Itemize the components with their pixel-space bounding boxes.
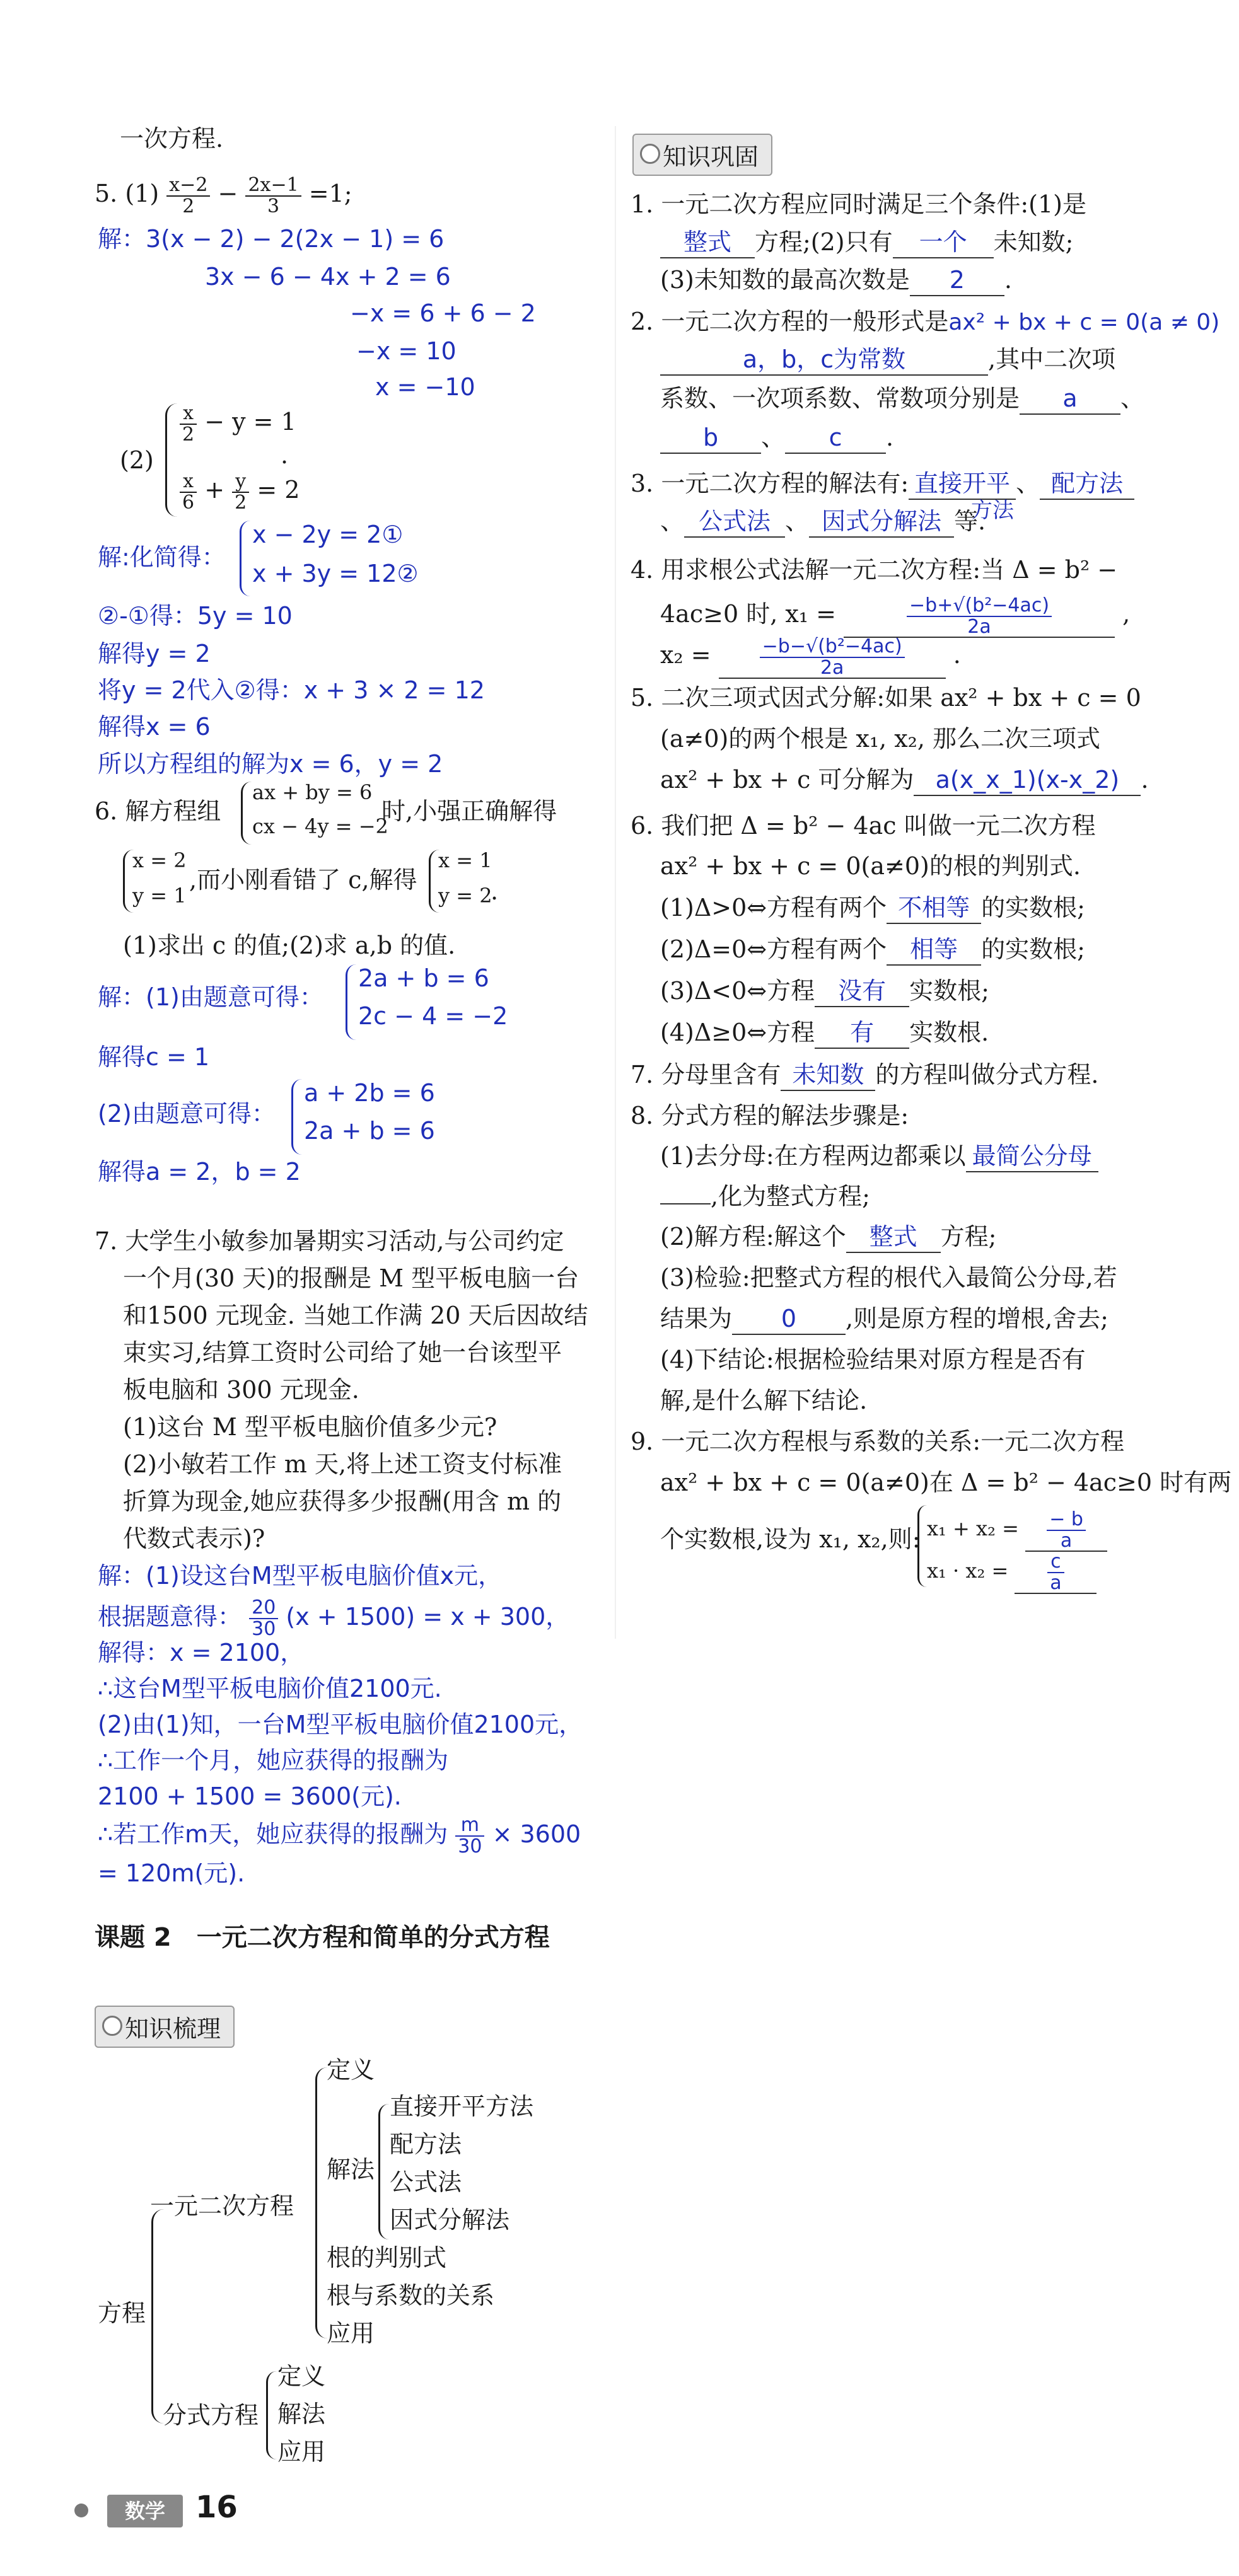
tree-brace bbox=[315, 2067, 327, 2338]
bullet-icon bbox=[102, 2016, 122, 2036]
tree-brace bbox=[266, 2371, 277, 2459]
left-column bbox=[0, 0, 618, 2576]
right-column bbox=[621, 0, 1239, 2576]
problem-7-line: (1)这台 M 型平板电脑价值多少元? bbox=[123, 1413, 497, 1441]
tree-node: 因式分解法 bbox=[390, 2206, 510, 2234]
answer-blank: a(x_x_1)(x-x_2) bbox=[914, 766, 1141, 796]
item-9-line: ax² + bx + c = 0(a≠0)在 Δ = b² − 4ac≥0 时有两 bbox=[660, 1469, 1232, 1496]
tree-node: 一元二次方程 bbox=[150, 2192, 294, 2220]
answer-blank: b bbox=[660, 424, 761, 454]
solution-line: ②-①得：5y = 10 bbox=[98, 602, 293, 630]
problem-7-line: 7. 大学生小敏参加暑期实习活动,与公司约定 bbox=[95, 1227, 564, 1255]
item-2: 2. 一元二次方程的一般形式是ax² + bx + c = 0(a ≠ 0) bbox=[631, 308, 1220, 335]
tree-node: 公式法 bbox=[390, 2168, 462, 2196]
solution-line: 2a + b = 6 bbox=[358, 964, 489, 992]
equation: x = 1 bbox=[438, 848, 492, 872]
solution-line: ∴若工作m天，她应获得的报酬为 $\frac{m}{30}$ × 3600 bbox=[98, 1814, 581, 1857]
section-badge: 知识梳理 bbox=[95, 2006, 235, 2048]
item-8-line: (2)解方程:解这个 整式 方程; bbox=[660, 1223, 996, 1253]
equation: $\frac{x}{2}$ − y = 1 bbox=[180, 403, 296, 444]
solution-line: 3x − 6 − 4x + 2 = 6 bbox=[205, 263, 451, 291]
equation: ax + by = 6 bbox=[252, 780, 373, 804]
text-line: 一次方程. bbox=[120, 125, 224, 153]
answer-blank: 因式分解法 bbox=[809, 507, 954, 538]
period: . bbox=[281, 441, 289, 469]
solution-line: 2100 + 1500 = 3600(元). bbox=[98, 1782, 402, 1810]
solution-line: 解：(1)设这台M型平板电脑价值x元， bbox=[98, 1562, 503, 1590]
tree-node: 定义 bbox=[327, 2056, 375, 2084]
bullet-icon bbox=[640, 144, 660, 164]
problem-5-2-label: (2) bbox=[120, 446, 154, 474]
problem-7-line: 折算为现金,她应获得多少报酬(用含 m 的 bbox=[123, 1487, 562, 1515]
tree-node: 根与系数的关系 bbox=[327, 2282, 495, 2309]
solution-line: ∴这台M型平板电脑价值2100元. bbox=[98, 1675, 442, 1702]
item-6-line: ax² + bx + c = 0(a≠0)的根的判别式. bbox=[660, 852, 1081, 880]
equation: y = 1 bbox=[132, 884, 187, 908]
answer-blank: 配方法 bbox=[1040, 470, 1134, 500]
answer-blank: 2 bbox=[910, 266, 1004, 296]
answer-blank: a，b，c为常数 bbox=[660, 345, 988, 376]
item-8-line: (3)检验:把整式方程的根代入最简公分母,若 bbox=[660, 1264, 1117, 1291]
solution-line: x + 3y = 12② bbox=[252, 560, 419, 587]
brace bbox=[165, 403, 177, 517]
equation: cx − 4y = −2 bbox=[252, 814, 388, 838]
item-2-line: 系数、一次项系数、常数项分别是 a 、 bbox=[660, 384, 1144, 415]
problem-7-line: 一个月(30 天)的报酬是 M 型平板电脑一台 bbox=[123, 1264, 579, 1292]
solution-line: 解得x = 6 bbox=[98, 713, 211, 741]
solution-line: 解得c = 1 bbox=[98, 1043, 210, 1071]
answer-blank: c bbox=[785, 424, 886, 454]
answer-blank: 相等 bbox=[887, 935, 981, 966]
solution-line: a + 2b = 6 bbox=[304, 1079, 435, 1107]
item-9-product: x₁ · x₂ = $\frac{c}{a}$ bbox=[927, 1552, 1096, 1594]
answer-blank: 一个 bbox=[893, 228, 994, 258]
item-8-line: 结果为 0 ,则是原方程的增根,舍去; bbox=[660, 1305, 1108, 1335]
item-8-line: ,化为整式方程; bbox=[660, 1182, 870, 1211]
item-9: 9. 一元二次方程根与系数的关系:一元二次方程 bbox=[631, 1428, 1125, 1455]
tree-node: 根的判别式 bbox=[327, 2244, 447, 2272]
answer-text: 方法 bbox=[971, 498, 1014, 523]
solution-line: 根据题意得： $\frac{20}{30}$ (x + 1500) = x + 300， bbox=[98, 1597, 570, 1640]
section-heading: 课题 2 一元二次方程和简单的分式方程 bbox=[95, 1923, 550, 1952]
answer-blank: 公式法 bbox=[684, 507, 785, 538]
solution-line: 2c − 4 = −2 bbox=[358, 1002, 508, 1030]
solution-line: 2a + b = 6 bbox=[304, 1117, 435, 1145]
tree-node: 解法 bbox=[277, 2400, 326, 2428]
problem-7-line: 束实习,结算工资时公司给了她一台该型平 bbox=[123, 1339, 562, 1366]
tree-brace bbox=[151, 2209, 165, 2423]
solution-line: = 120m(元). bbox=[98, 1859, 245, 1887]
problem-5-1: 5. (1) $\frac{x-2}{2}$ − $\frac{2x-1}{3}$ =1; bbox=[95, 174, 352, 217]
answer-blank: 有 bbox=[815, 1019, 909, 1049]
solution-line: (2)由(1)知，一台M型平板电脑价值2100元， bbox=[98, 1711, 583, 1738]
item-8: 8. 分式方程的解法步骤是: bbox=[631, 1102, 909, 1129]
answer-blank: 整式 bbox=[846, 1223, 941, 1253]
tree-node: 解法 bbox=[327, 2156, 375, 2183]
equation: y = 2 bbox=[438, 884, 492, 908]
item-5-line: (a≠0)的两个根是 x₁, x₂, 那么二次三项式 bbox=[660, 725, 1101, 753]
item-8-line: (1)去分母:在方程两边都乘以 最简公分母 bbox=[660, 1142, 1098, 1172]
solution-line: 所以方程组的解为x = 6，y = 2 bbox=[98, 750, 443, 778]
solution-line: 解:化简得： bbox=[98, 543, 226, 571]
tree-node: 定义 bbox=[277, 2362, 326, 2390]
problem-7-line: 代数式表示)? bbox=[123, 1525, 265, 1552]
tree-node: 直接开平方法 bbox=[390, 2093, 534, 2120]
subject-label: 数学 bbox=[107, 2495, 183, 2527]
item-5-line: ax² + bx + c 可分解为 a(x_x_1)(x-x_2) . bbox=[660, 766, 1149, 796]
text-line: ,而小刚看错了 c,解得 bbox=[189, 866, 417, 894]
problem-6: 6. 解方程组 bbox=[95, 797, 221, 825]
tree-node: 配方法 bbox=[390, 2130, 462, 2158]
item-9-sum: x₁ + x₂ = $\frac{- b}{a}$ bbox=[927, 1510, 1107, 1552]
answer-blank: 未知数 bbox=[781, 1061, 875, 1091]
item-4-line: 4ac≥0 时, x₁ = $\frac{\text{−b+√(b²−4ac)}}{2a}$ , bbox=[660, 594, 1131, 638]
item-3-line: 、 公式法 、 因式分解法 等. bbox=[660, 507, 986, 538]
item-1: 1. 一元二次方程应同时满足三个条件:(1)是 bbox=[631, 190, 1086, 218]
brace bbox=[241, 782, 252, 845]
brace bbox=[346, 964, 356, 1040]
solution-line: 解得：x = 2100， bbox=[98, 1639, 305, 1666]
item-5: 5. 二次三项式因式分解:如果 ax² + bx + c = 0 bbox=[631, 684, 1141, 712]
answer-blank: 不相等 bbox=[887, 894, 981, 924]
solution-line: 解：(1)由题意可得： bbox=[98, 983, 323, 1011]
item-4: 4. 用求根公式法解一元二次方程:当 Δ = b² − bbox=[631, 556, 1118, 584]
period: . bbox=[491, 877, 499, 905]
brace bbox=[240, 521, 250, 596]
answer-blank: 最简公分母 bbox=[966, 1142, 1098, 1172]
item-9-line: 个实数根,设为 x₁, x₂,则: bbox=[660, 1525, 921, 1553]
solution-line: x − 2y = 2① bbox=[252, 521, 404, 548]
answer-blank: 直接开平 bbox=[909, 470, 1016, 500]
solution-line: 将y = 2代入②得：x + 3 × 2 = 12 bbox=[98, 676, 485, 704]
item-8-line: (4)下结论:根据检验结果对原方程是否有 bbox=[660, 1346, 1086, 1373]
tree-root: 方程 bbox=[98, 2299, 146, 2327]
solution-line: 解得y = 2 bbox=[98, 640, 211, 667]
text-line: 时,小强正确解得 bbox=[381, 797, 557, 825]
answer-blank: 整式 bbox=[660, 228, 755, 258]
item-6-line: (3)Δ<0⇔方程 没有 实数根; bbox=[660, 977, 989, 1007]
solution-line: ∴工作一个月，她应获得的报酬为 bbox=[98, 1747, 449, 1774]
text-line: (1)求出 c 的值;(2)求 a,b 的值. bbox=[123, 932, 456, 959]
brace bbox=[291, 1079, 302, 1155]
item-2-line: b 、 c . bbox=[660, 424, 893, 454]
solution-line: (2)由题意可得： bbox=[98, 1100, 276, 1128]
footer-dot bbox=[74, 2504, 88, 2517]
tree-brace bbox=[378, 2104, 389, 2239]
item-4-line: x₂ = $\frac{\text{−b−√(b²−4ac)}}{2a}$ . bbox=[660, 635, 961, 679]
page-number: 16 bbox=[195, 2490, 238, 2525]
item-2-line: a，b，c为常数 ,其中二次项 bbox=[660, 345, 1115, 376]
tree-node: 分式方程 bbox=[163, 2401, 259, 2429]
problem-7-line: 和1500 元现金. 当她工作满 20 天后因故结 bbox=[123, 1302, 588, 1329]
item-1-line: 整式 方程;(2)只有 一个 未知数; bbox=[660, 228, 1073, 258]
item-6: 6. 我们把 Δ = b² − 4ac 叫做一元二次方程 bbox=[631, 812, 1096, 840]
item-3: 3. 一元二次方程的解法有: 直接开平 、 配方法 bbox=[631, 470, 1134, 500]
solution-line: 解得a = 2，b = 2 bbox=[98, 1158, 301, 1186]
item-6-line: (2)Δ=0⇔方程有两个 相等 的实数根; bbox=[660, 935, 1085, 966]
solution-line: −x = 10 bbox=[356, 337, 457, 365]
brace bbox=[917, 1505, 927, 1587]
answer-blank: 0 bbox=[732, 1305, 846, 1335]
answer-text: ax² + bx + c = 0(a ≠ 0) bbox=[948, 309, 1220, 335]
item-6-line: (1)Δ>0⇔方程有两个 不相等 的实数根; bbox=[660, 894, 1085, 924]
answer-blank: 没有 bbox=[815, 977, 909, 1007]
equation: $\frac{x}{6}$ + $\frac{y}{2}$ = 2 bbox=[180, 471, 300, 512]
item-6-line: (4)Δ≥0⇔方程 有 实数根. bbox=[660, 1019, 989, 1049]
item-1-line: (3)未知数的最高次数是 2 . bbox=[660, 266, 1012, 296]
problem-7-line: (2)小敏若工作 m 天,将上述工资支付标准 bbox=[123, 1450, 562, 1478]
solution-line: −x = 6 + 6 − 2 bbox=[350, 299, 536, 327]
problem-7-line: 板电脑和 300 元现金. bbox=[123, 1376, 359, 1404]
solution-line: 解：3(x − 2) − 2(2x − 1) = 6 bbox=[98, 225, 445, 253]
item-8-line: 解,是什么解下结论. bbox=[660, 1387, 868, 1414]
tree-node: 应用 bbox=[277, 2438, 326, 2466]
equation: x = 2 bbox=[132, 848, 187, 872]
answer-blank: a bbox=[1020, 384, 1120, 415]
item-7: 7. 分母里含有 未知数 的方程叫做分式方程. bbox=[631, 1061, 1098, 1091]
solution-line: x = −10 bbox=[375, 373, 475, 401]
tree-node: 应用 bbox=[327, 2319, 375, 2347]
section-badge: 知识巩固 bbox=[632, 134, 772, 176]
